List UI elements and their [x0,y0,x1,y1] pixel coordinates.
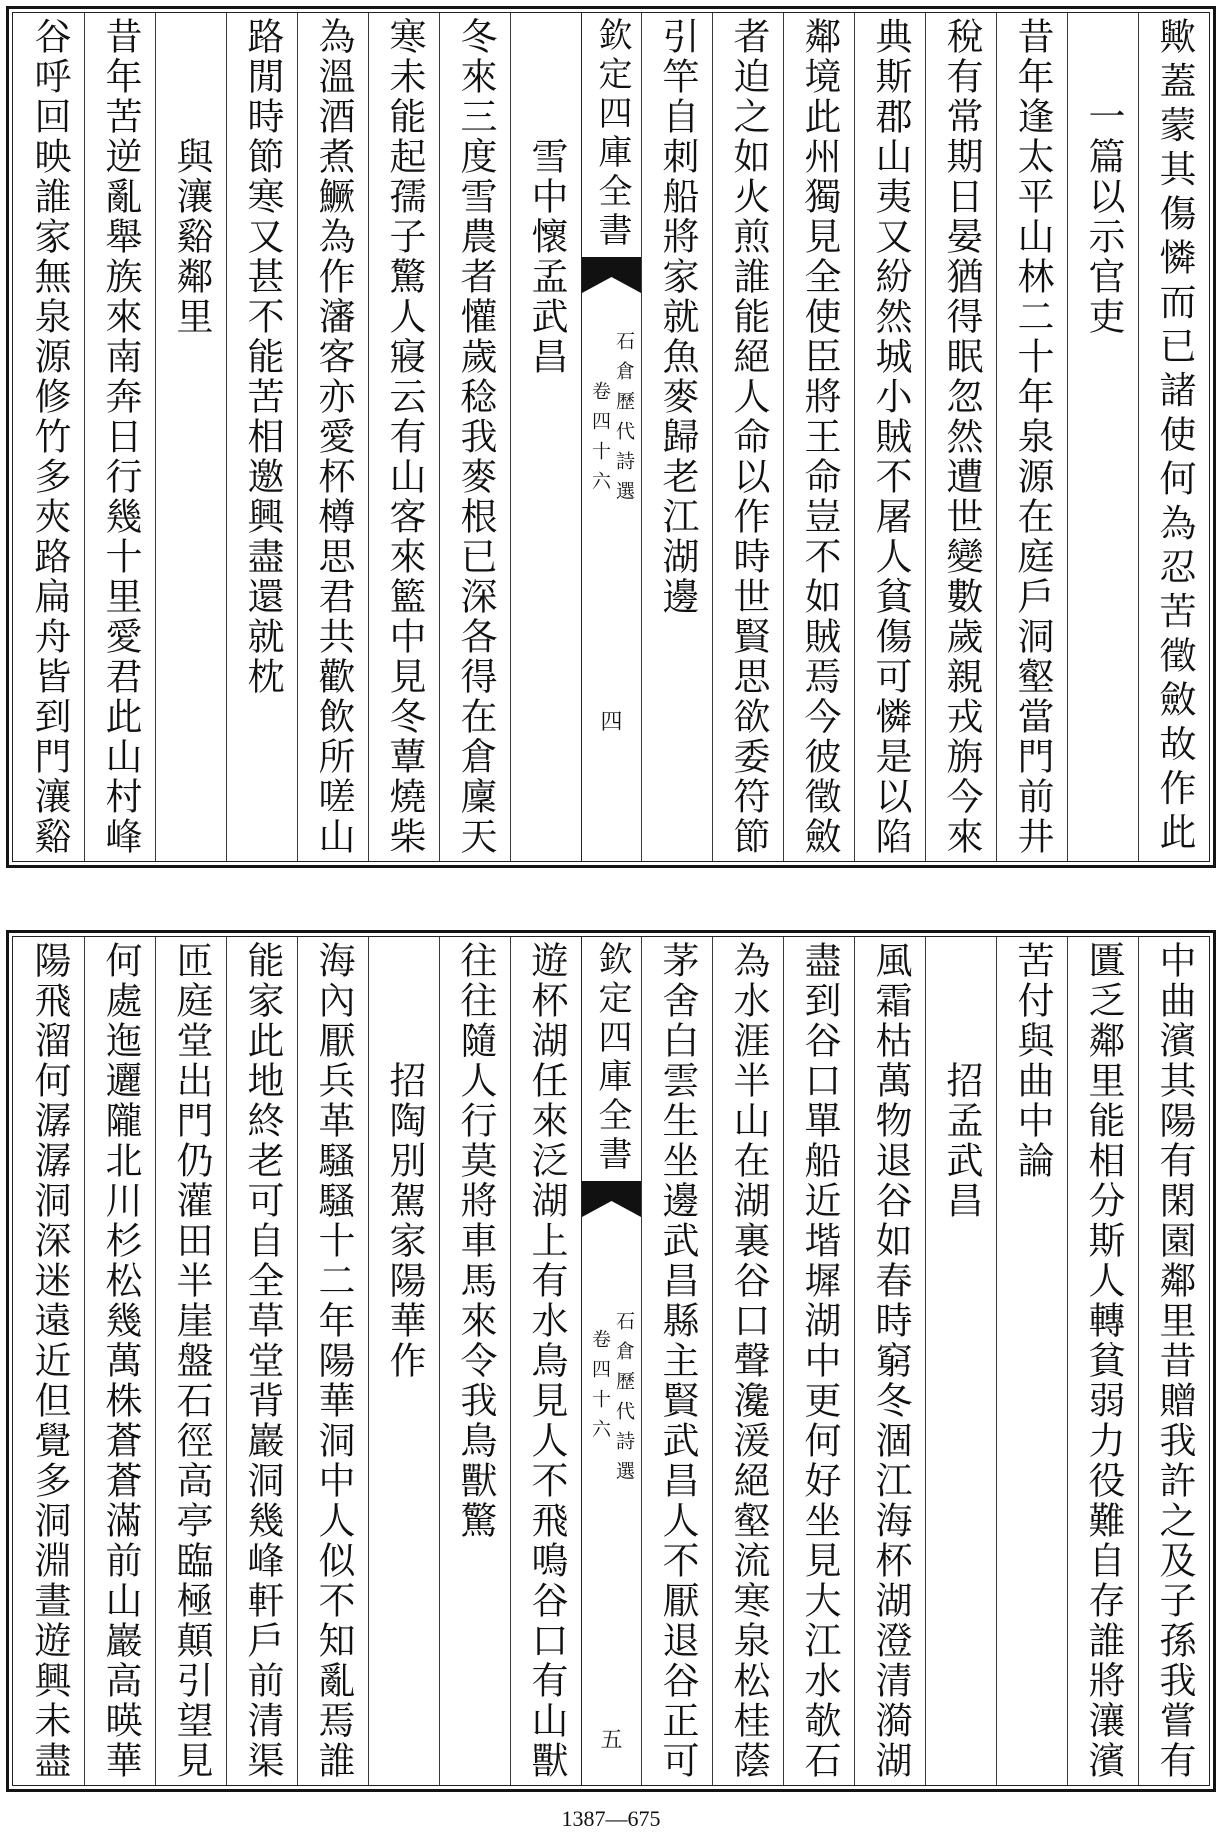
poem-text-column: 陽飛溜何潺潺洞深迷遠近但覺多洞淵晝遊興未盡 [28,941,71,1781]
poem-text-column: 昔年逢太平山林二十年泉源在庭戶洞壑當門前井 [996,13,1067,861]
fold-volume: 卷四十六 [589,1329,611,1449]
center-fold [581,13,641,861]
poem-text-column: 海內厭兵革騷騷十二年陽華洞中人似不知亂焉誰 [297,937,368,1785]
poem-text-column: 茅舍白雲生坐邊武昌縣主賢武昌人不厭退谷正可 [641,937,712,1785]
page-caption: 1387—675 [561,1806,661,1831]
center-fold [581,937,641,1785]
poem-title: 與瀼谿鄰里 [155,13,226,861]
poem-text-column: 往往隨人行莫將車馬來令我鳥獸驚 [439,937,510,1785]
poem-text-column: 能家此地終老可自全草堂背巖洞幾峰軒戶前清渠 [226,937,297,1785]
fold-work-title: 石倉歷代詩選 [613,331,635,511]
poem-text-column: 遊杯湖任來泛湖上有水鳥見人不飛鳴谷口有山獸 [510,937,581,1785]
page-bottom [6,930,1216,1792]
poem-text-column: 引竿自刺船將家就魚麥歸老江湖邊 [641,13,712,861]
poem-text-column: 稅有常期日晏猶得眠忽然遭世變數歲親戎旃今來 [925,13,996,861]
poem-text-column: 昔年苦逆亂舉族來南奔日行幾十里愛君此山村峰 [84,13,155,861]
poem-text-column: 匝庭堂出門仍灌田半崖盤石徑高亭臨極顛引望見 [155,937,226,1785]
poem-text-column: 為溫酒煮鱖為作瀋客亦愛杯樽思君共歡飲所嗟山 [297,13,368,861]
poem-text-column: 盡到谷口單船近堦墀湖中更何好坐見大江水欹石 [783,937,854,1785]
text-block [12,936,1210,1786]
poem-text-column: 苦付與曲中論 [996,937,1067,1785]
poem-text-column: 風霜枯萬物退谷如春時窮冬涸江海杯湖澄清漪湖 [854,937,925,1785]
fold-work-title: 石倉歷代詩選 [613,1311,635,1491]
fish-tail-mark [582,257,641,293]
page-top [6,6,1216,868]
poem-text-column: 典斯郡山夷又紛然城小賊不屠人貧傷可憐是以陷 [854,13,925,861]
poem-title: 招孟武昌 [925,937,996,1785]
fish-tail-mark [582,1181,641,1217]
poem-text-column: 為水涯半山在湖裏谷口聲瀺湲絕壑流寒泉松桂蔭 [712,937,783,1785]
poem-title: 招陶別駕家陽華作 [368,937,439,1785]
text-block [12,12,1210,862]
poem-title: 雪中懷孟武昌 [510,13,581,861]
poem-text-column: 者迫之如火煎誰能絕人命以作時世賢思欲委符節 [712,13,783,861]
fold-book-title: 欽定四庫全書 [592,941,632,1175]
poem-text-column: 冬來三度雪農者懽歲稔我麥根已深各得在倉廩天 [439,13,510,861]
poem-text-column: 何處迤邐隴北川杉松幾萬株蒼蒼滿前山巖高暎華 [84,937,155,1785]
fold-page-number: 四 [600,710,623,735]
poem-text-column: 路閒時節寒又甚不能苦相邀興盡還就枕 [226,13,297,861]
fold-book-title: 欽定四庫全書 [592,17,632,251]
poem-text-column: 匱乏鄰里能相分斯人轉貧弱力役難自存誰將瀼濱 [1067,937,1138,1785]
poem-text-column: 鄰境此州獨見全使臣將王命豈不如賊焉今彼徵斂 [783,13,854,861]
poem-text-column: 寒未能起孺子驚人寢云有山客來籃中見冬蕈燒柴 [368,13,439,861]
fold-page-number: 五 [600,1728,623,1753]
fold-volume: 卷四十六 [589,381,611,501]
poem-text-column: 中曲濱其陽有閑園鄰里昔贈我許之及子孫我嘗有 [1138,937,1209,1785]
preface-column: 歟蓋蒙其傷憐而已諸使何為忍苦徵斂故作此 [1138,13,1209,861]
poem-text-column: 谷呼回映誰家無泉源修竹多夾路扁舟皆到門瀼谿 [28,17,71,857]
preface-column: 一篇以示官吏 [1067,13,1138,861]
